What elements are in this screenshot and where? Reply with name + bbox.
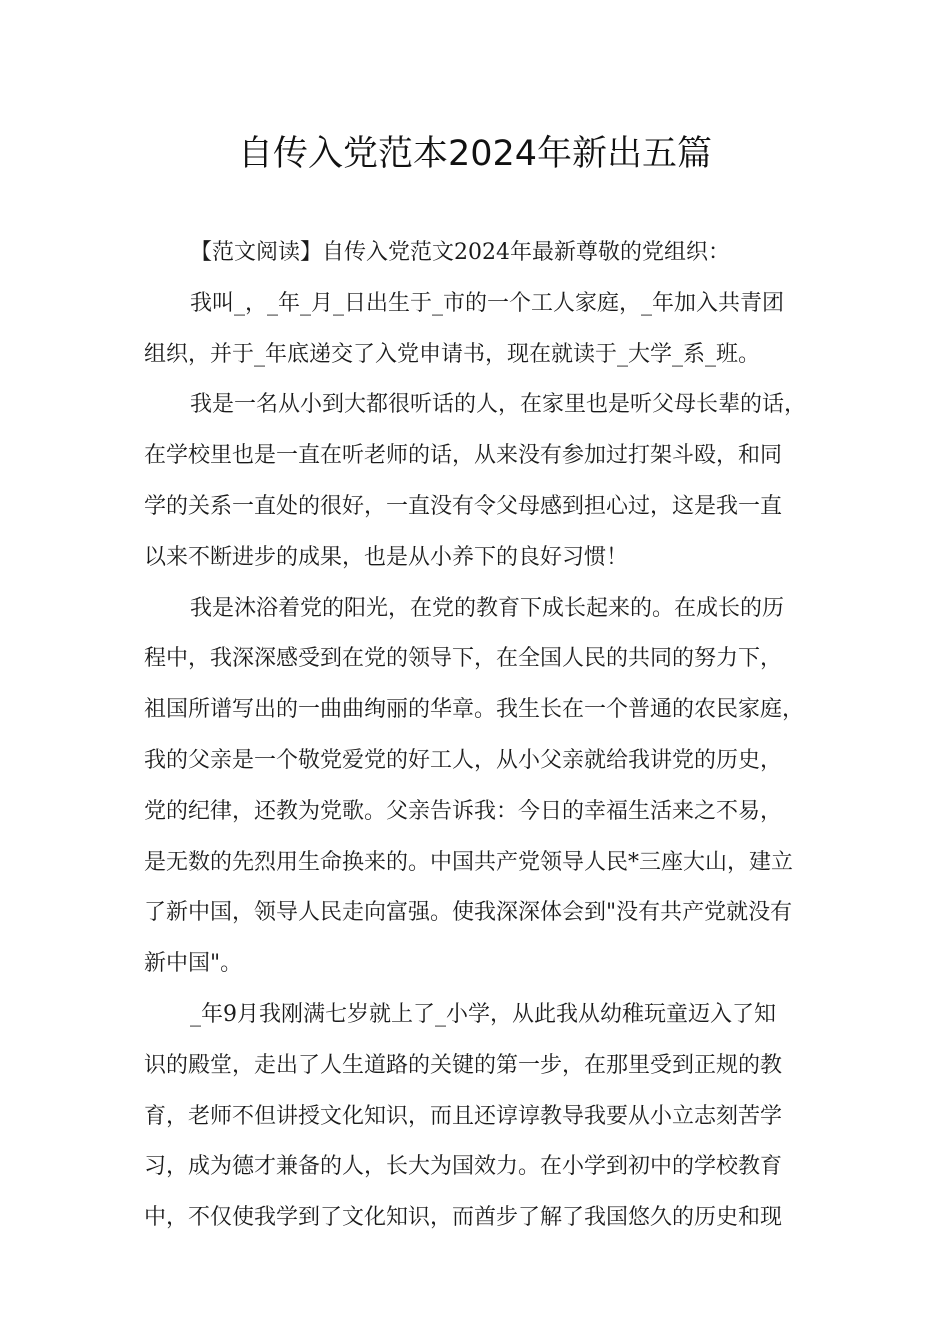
body-line: 我是沐浴着党的阳光，在党的教育下成长起来的。在成长的历 bbox=[190, 595, 785, 621]
body-line: 是无数的先烈用生命换来的。中国共产党领导人民*三座大山，建立 bbox=[144, 849, 794, 875]
body-line: 中，不仅使我学到了文化知识，而酋步了解了我国悠久的历史和现 bbox=[144, 1205, 783, 1231]
body-line: 在学校里也是一直在听老师的话，从来没有参加过打架斗殴，和同 bbox=[144, 443, 783, 469]
body-line: 党的纪律，还教为党歌。父亲告诉我：今日的幸福生活来之不易， bbox=[144, 798, 783, 824]
body-line: 我的父亲是一个敬党爱党的好工人，从小父亲就给我讲党的历史， bbox=[144, 747, 783, 773]
body-line: 组织，并于_年底递交了入党申请书，现在就读于_大学_系_班。 bbox=[144, 341, 761, 367]
body-line: 我是一名从小到大都很听话的人，在家里也是听父母长辈的话， bbox=[190, 392, 807, 418]
body-line: 程中，我深深感受到在党的领导下，在全国人民的共同的努力下， bbox=[144, 646, 783, 672]
body-line: 识的殿堂，走出了人生道路的关键的第一步，在那里受到正规的教 bbox=[144, 1052, 783, 1078]
body-line: 了新中国，领导人民走向富强。使我深深体会到"没有共产党就没有 bbox=[144, 900, 793, 926]
body-line: 新中国"。 bbox=[144, 951, 243, 977]
body-line: 习，成为德才兼备的人，长大为国效力。在小学到初中的学校教育 bbox=[144, 1154, 783, 1180]
body-line: 祖国所谱写出的一曲曲绚丽的华章。我生长在一个普通的农民家庭， bbox=[144, 697, 805, 723]
document-title: 自传入党范本2024年新出五篇 bbox=[237, 134, 713, 174]
body-line: 学的关系一直处的很好，一直没有令父母感到担心过，这是我一直 bbox=[144, 493, 783, 519]
body-line: 育，老师不但讲授文化知识，而且还谆谆教导我要从小立志刻苦学 bbox=[144, 1103, 783, 1129]
document-body bbox=[144, 228, 834, 1244]
body-line: 以来不断进步的成果，也是从小养下的良好习惯！ bbox=[144, 544, 629, 570]
body-line: _年9月我刚满七岁就上了_小学，从此我从幼稚玩童迈入了知 bbox=[190, 1001, 776, 1027]
body-line: 【范文阅读】自传入党范文2024年最新尊敬的党组织： bbox=[190, 240, 730, 265]
body-line: 我叫_，_年_月_日出生于_市的一个工人家庭，_年加入共青团 bbox=[190, 290, 785, 316]
